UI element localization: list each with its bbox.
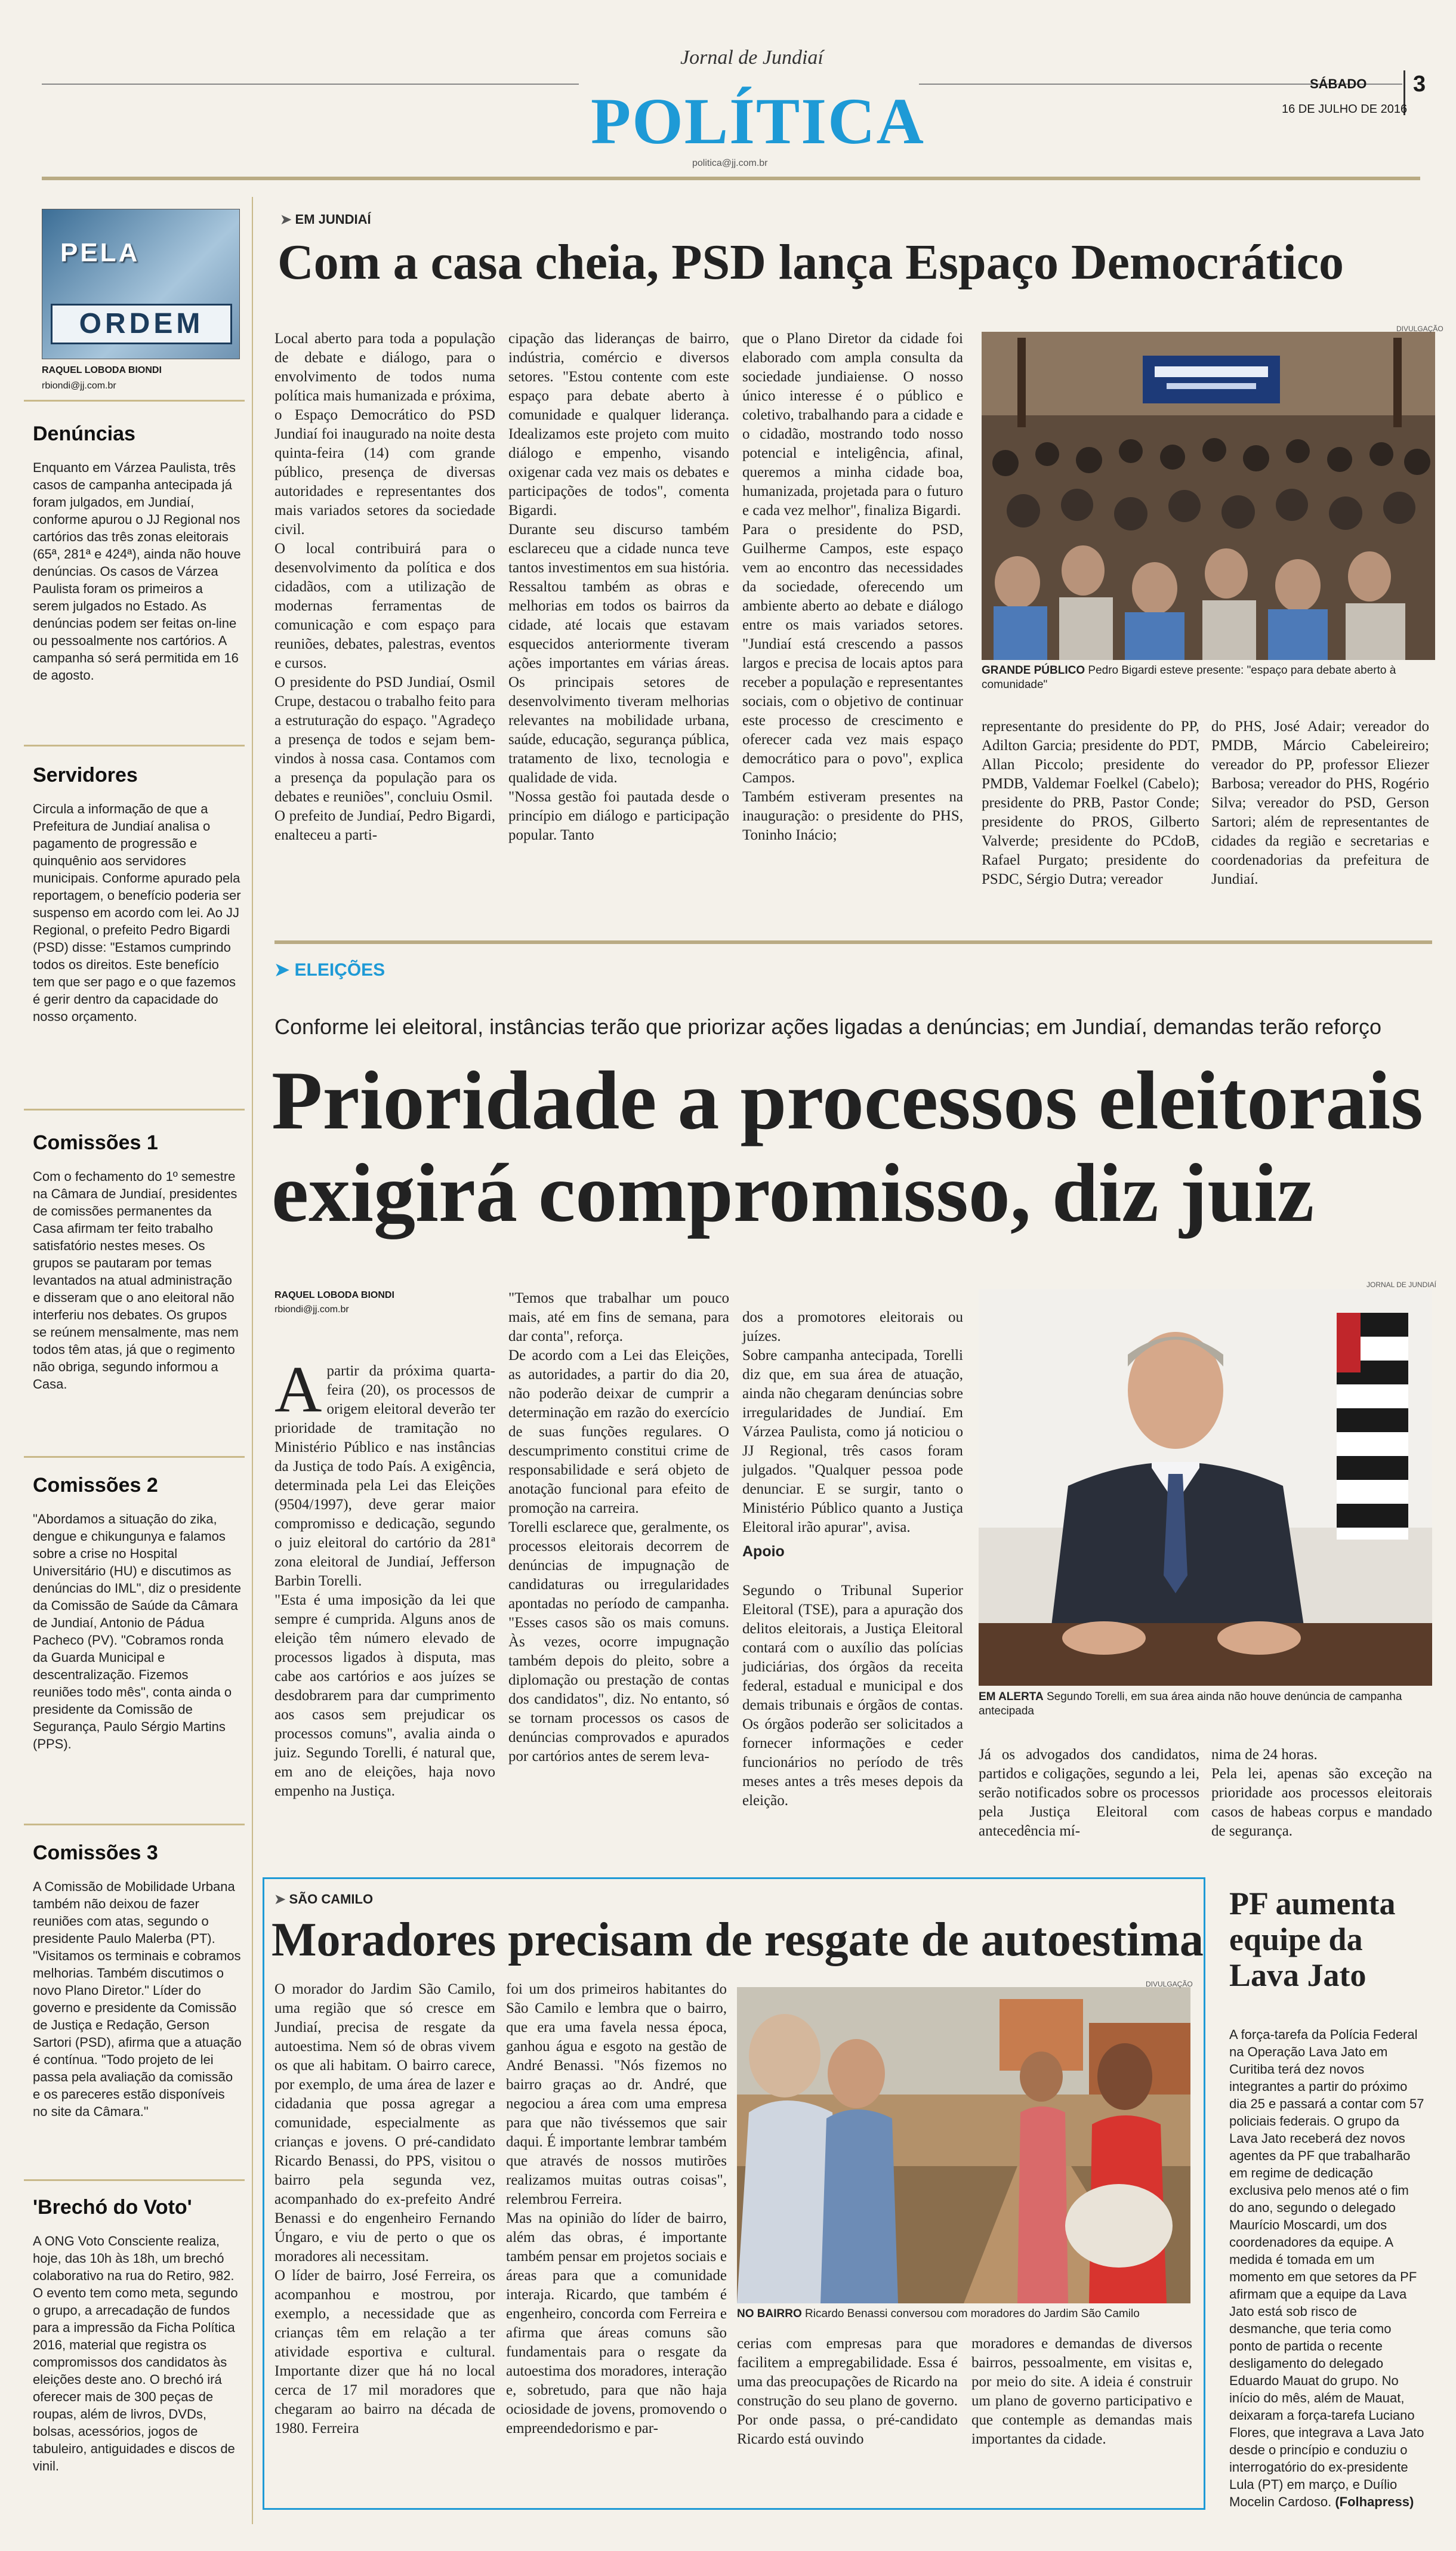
column-item-title: Servidores xyxy=(33,764,138,786)
story2-dropcap: A xyxy=(274,1353,322,1426)
masthead-rule-left xyxy=(42,84,579,85)
story2-caption xyxy=(979,1690,1432,1719)
column-item-text: "Abordamos a situação do zika, dengue e chikungunya e falamos sobre a crise no Hospital Universitário (HU) e discutimos as denúncias do IML", diz o presidente da Comissão de Saúde da Câmara de Jundiaí, Antonio de Pádua Pacheco (PV). "Cobramos ronda da Guarda Municipal e descentralização. Fizemos reuniões todo mês", conta ainda o presidente da Comissão de Segurança, Paulo Sérgio Martins (PPS). xyxy=(33,1512,242,1751)
column-item-text: A Comissão de Mobilidade Urbana também não deixou de fazer reuniões com atas, segundo o presidente Paulo Malerba (PT). "Visitamos os terminais e cobramos melhorias. Também discutimos o novo Plano Diretor." Líder do governo e presidente da Comissão de Justiça e Redação, Gerson Sartori (PSD), afirma que a atuação é contínua. "Todo projeto de lei passa pela avaliação da comissão e os pareceres estão disponíveis no site da Câmara." xyxy=(33,1879,242,2119)
story2-col3b-text: Segundo o Tribunal Superior Eleitoral (TSE), para a apuração dos delitos eleitorais, a Justiça Eleitoral contará com o auxílio das polícias judiciárias, dos órgãos da receita federal, estadual e municipal e dos demais tribunais e órgãos de contas. Os órgãos poderão ser solicitados a fornecer informações e ceder funcionários no período de três meses antes a três meses depois da eleição. xyxy=(742,1583,963,1809)
paper-name: Jornal de Jundiaí xyxy=(680,47,823,69)
column-divider xyxy=(24,745,245,747)
column-item xyxy=(33,1131,242,1393)
story1-headline: Com a casa cheia, PSD lança Espaço Democrático xyxy=(277,235,1344,290)
column-logo-top: PELA xyxy=(60,238,140,267)
story3-col4: moradores e demandas de diversos bairros, pessoalmente, em visitas e, por meio do site. A ideia é construir um plano de governo participativo e que contemple as demandas mais importantes da cidade. xyxy=(971,2336,1192,2447)
story1-caption-label: GRANDE PÚBLICO xyxy=(982,664,1085,677)
story3-photo-credit: DIVULGAÇÃO xyxy=(1146,1980,1193,1988)
column-item-title: Comissões 1 xyxy=(33,1131,158,1154)
page-number: 3 xyxy=(1413,72,1426,97)
story3-kicker: ➤ SÃO CAMILO xyxy=(274,1892,374,1907)
column-item-text: Enquanto em Várzea Paulista, três casos de campanha antecipada já foram julgados, em Jundiaí, conforme apurou o JJ Regional nos cartórios das três zonas eleitorais (65ª, 281ª e 424ª), ainda não houve denúncias. Os casos de Várzea Paulista foram os primeiros a serem julgados no Estado. As denúncias podem ser feitas on-line ou pessoalmente nos cartórios. A campanha só será permitida em 16 de agosto. xyxy=(33,460,241,683)
column-divider xyxy=(24,2179,245,2181)
story2-caption-text: Segundo Torelli, em sua área ainda não houve denúncia de campanha antecipada xyxy=(979,1691,1402,1717)
story1-photo xyxy=(982,332,1435,660)
story2-kicker: ➤ ELEIÇÕES xyxy=(274,960,385,980)
column-item-title: Comissões 3 xyxy=(33,1841,158,1864)
story3-headline: Moradores precisam de resgate de autoestima xyxy=(272,1914,1204,1966)
story2-caption-label: EM ALERTA xyxy=(979,1691,1044,1703)
judge-illustration xyxy=(979,1289,1432,1686)
story3-photo xyxy=(737,1987,1190,2303)
column-item xyxy=(33,422,242,684)
story2-apoio-title: Apoio xyxy=(742,1543,785,1560)
column-item-title: Comissões 2 xyxy=(33,1474,158,1497)
column-item xyxy=(33,1841,242,2120)
column-top-rule xyxy=(24,400,245,402)
flag-stripes xyxy=(1337,1313,1408,1540)
story3-caption xyxy=(737,2307,1190,2321)
story2-col3 xyxy=(742,1289,963,1810)
story4-headline: PF aumenta equipe da Lava Jato xyxy=(1229,1886,1396,1993)
column-author: RAQUEL LOBODA BIONDI xyxy=(42,365,162,375)
column-item-title: Denúncias xyxy=(33,422,135,445)
column-item-text: A ONG Voto Consciente realiza, hoje, das 10h às 18h, um brechó colaborativo na rua do Retiro, 982. O evento tem como meta, segundo o grupo, a arrecadação de fundos para a impressão da Ficha Política 2016, material que registra os compromissos dos candidatos às eleições deste ano. O brechó irá oferecer mais de 300 peças de roupas, além de livros, DVDs, bolsas, acessórios, jogos de tabuleiro, antiguidades e discos de vinil. xyxy=(33,2234,238,2473)
column-email: rbiondi@jj.com.br xyxy=(42,381,116,391)
column-item xyxy=(33,764,242,1025)
story2-headline-2: exigirá compromisso, diz juiz xyxy=(272,1147,1315,1239)
story1-photo-credit: DIVULGAÇÃO xyxy=(1396,325,1443,333)
story2-author: RAQUEL LOBODA BIONDI xyxy=(274,1290,394,1300)
column-divider xyxy=(24,1456,245,1458)
section-title: POLÍTICA xyxy=(591,85,925,158)
story2-photo-credit: JORNAL DE JUNDIAÍ xyxy=(1366,1281,1436,1289)
story1-col2: cipação das lideranças de bairro, indústria, comércio e diversos setores. "Estou contente com este espaço para debate aberto à comunidade e qualquer liderança. Idealizamos este projeto com muito diálogo e empenho, visando oxigenar cada vez mais os debates e participações de todos", comenta Bigardi. Durante seu discurso também esclareceu que a cidade nunca teve tantos investimentos em sua história. Ressaltou também as obras e melhorias em todos os bairros da cidade, até locais que estavam esquecidos anteriormente tiveram ações importantes em várias áreas. Os principais setores de desenvolvimento tiveram melhorias relevantes na mobilidade urbana, saúde, educação, segurança pública, tratamento de lixo, tecnologia e qualidade de vida. "Nossa gestão foi pautada desde o princípio em diálogo e participação popular. Tanto xyxy=(508,331,729,843)
story1-col3: que o Plano Diretor da cidade foi elaborado com ampla consulta da sociedade jundiaiense. O nosso único interesse é o público e coletivo, trabalhando para a cidade e o cidadão, mostrando todo nosso potencial e inteligência, afinal, queremos a minha cidade boa, humanizada, projetada para o futuro e cada vez melhor", finaliza Bigardi. Para o presidente do PSD, Guilherme Campos, este espaço vem ao encontro das necessidades da sociedade, oferecendo um ambiente aberto ao debate e diálogo entre os mais variados setores. "Jundiaí está crescendo a passos largos e precisa de locais aptos para receber a população e representantes sociais, com o objetivo de continuar este processo de crescimento e oferecer cada vez mais espaço democrático para o povo", explica Campos. Também estiveram presentes na inauguração: o presidente do PHS, Toninho Inácio; xyxy=(742,331,963,843)
story3-col1: O morador do Jardim São Camilo, uma região que só cresce em Jundiaí, precisa de resgate da autoestima. Nem só de obras vivem os que ali habitam. O bairro carece, por exemplo, de uma área de lazer e cidadania que possa agregar a comunidade, especialmente as crianças e jovens. O pré-candidato Ricardo Benassi, do PPS, visitou o bairro pela segunda vez, acompanhado do ex-prefeito André Benassi e do engenheiro Fernando Úngaro, e viu de perto o que os moradores ali necessitam. O líder de bairro, José Ferreira, os acompanhou e mostrou, por exemplo, a necessidade que as crianças têm em relação a ter atividade esportiva e cultural. Importante dizer que há no local cerca de 17 mil moradores que chegaram ao bairro na década de 1980. Ferreira xyxy=(274,1981,495,2436)
story3-caption-text: Ricardo Benassi conversou com moradores do Jardim São Camilo xyxy=(805,2308,1140,2320)
story1-col1: Local aberto para toda a população de debate e diálogo, para o envolvimento de todos numa política mais humanizada e próxima, o Espaço Democrático do PSD Jundiaí foi inaugurado na noite desta quinta-feira (14) com grande público, presença de diversas autoridades e representantes dos mais variados setores da sociedade civil. O local contribuirá para o desenvolvimento da política e dos cidadãos, com a utilização de modernas ferramentas de comunicação e com espaço para reuniões, debates, palestras, eventos e cursos. O presidente do PSD Jundiaí, Osmil Crupe, destacou o trabalho feito para a estruturação do espaço. "Agradeço a presença de todos e sejam bem-vindos à nossa casa. Contamos com a presença da população para os debates e reuniões", concluiu Osmil. O prefeito de Jundiaí, Pedro Bigardi, enalteceu a parti- xyxy=(274,331,495,843)
story3-caption-label: NO BAIRRO xyxy=(737,2308,802,2320)
section-url: politica@jj.com.br xyxy=(692,158,768,168)
story2-email: rbiondi@jj.com.br xyxy=(274,1304,349,1315)
story1-caption-text: Pedro Bigardi esteve presente: "espaço para debate aberto à comunidade" xyxy=(982,664,1396,691)
column-divider xyxy=(24,1824,245,1825)
column-item-title: 'Brechó do Voto' xyxy=(33,2196,192,2219)
story4-source: (Folhapress) xyxy=(1335,2494,1414,2509)
neighborhood-illustration xyxy=(737,1987,1190,2303)
column-item xyxy=(33,1474,242,1753)
column-item-text: Com o fechamento do 1º semestre na Câmara de Jundiaí, presidentes de comissões permanentes da Casa afirmam ter feito trabalho satisfatório nestes meses. Os grupos se pautaram por temas levantados na atual administração e disseram que o ano eleitoral não interferiu nos debates. Os grupos se reúnem mensalmente, mas nem todos têm atas, já que o regimento não obriga, segundo informou a Casa. xyxy=(33,1169,239,1392)
story2-col1-text: partir da próxima quarta-feira (20), os processos de origem eleitoral deverão ter prioridade de tramitação no Ministério Público e nas instâncias da Justiça de todo País. A exigência, determinada pela Lei das Eleições (9504/1997), deve gerar maior compromisso e dedicação, segundo o juiz eleitoral do cartório da 281ª zona eleitoral de Jundiaí, Jefferson Barbin Torelli. "Esta é uma imposição da lei que sempre é cumprida. Alguns anos de eleição têm número elevado de processos ligados à disputa, mas cabe aos cartórios e aos juízes se desdobrarem para dar cumprimento aos casos sem prejudicar os processos comuns", avalia ainda o juiz. Segundo Torelli, é natural que, em ano de eleições, haja novo empenho na Justiça. xyxy=(274,1363,495,1799)
story2-col4: Já os advogados dos candidatos, partidos e coligações, segundo a lei, serão notificados sobre os processos pela Justiça Eleitoral com antecedência mí- xyxy=(979,1747,1199,1839)
story3-col3: cerias com empresas para que facilitem a empregabilidade. Essa é uma das preocupações de Ricardo na construção do seu plano de governo. Por onde passa, o pré-candidato Ricardo está ouvindo xyxy=(737,2336,958,2447)
story2-photo xyxy=(979,1289,1432,1686)
story2-col1 xyxy=(274,1343,495,1801)
masthead-day: SÁBADO xyxy=(1310,76,1367,91)
story3-col2: foi um dos primeiros habitantes do São Camilo e lembra que o bairro, que era uma favela nessa época, ganhou água e esgoto na gestão de André Benassi. "Nós fizemos no bairro graças ao dr. André, que negociou a área com uma empresa para que não tivéssemos que sair daqui. É importante lembrar também que através de nossos mutirões realizamos muitas outras coisas", relembrou Ferreira. Mas na opinião do líder de bairro, além das obras, é importante também pensar em projetos sociais e áreas para que a comunidade interaja. Ricardo, que também é engenheiro, concorda com Ferreira e afirma que áreas comuns são fundamentais para o resgate da autoestima dos moradores, interação e, sobretudo, para que não haja ociosidade de jovens, promovendo o empreendedorismo e par- xyxy=(506,1981,727,2436)
story4-text xyxy=(1229,2026,1426,2510)
column-vertical-rule xyxy=(252,197,253,2524)
story1-col5: do PHS, José Adair; vereador do PMDB, Márcio Cabeleireiro; vereador do PP, professor Eliezer Barbosa; vereador do PHS, Rogério Silva; vereador do PSD, Gerson Sartori; além de representantes de cidades da região e secretarias e coordenadorias da prefeitura de Jundiaí. xyxy=(1211,718,1429,887)
column-item xyxy=(33,2196,242,2475)
masthead-bottom-rule xyxy=(42,177,1420,180)
story2-headline-1: Prioridade a processos eleitorais xyxy=(272,1054,1423,1147)
story1-col4: representante do presidente do PP, Adilton Garcia; presidente do PDT, Allan Piccolo; presidente do PMDB, Valdemar Foelkel (Cabelo); presidente do PRB, Pastor Conde; presidente do PROS, Gilberto Valverde; presidente do PCdoB, Rafael Purgato; presidente do PSDC, Sérgio Dutra; vereador xyxy=(982,718,1199,887)
story2-col5: nima de 24 horas. Pela lei, apenas são exceção na prioridade aos processos eleitorais casos de habeas corpus e mandado de segurança. xyxy=(1211,1747,1432,1839)
story1-kicker: ➤ EM JUNDIAÍ xyxy=(280,212,371,227)
column-item-text: Circula a informação de que a Prefeitura de Jundiaí analisa o pagamento de progressão e quinquênio aos servidores municipais. Conforme apurado pela reportagem, o benefício poderia ser suspenso em acordo com lei. Ao JJ Regional, o prefeito Pedro Bigardi (PSD) disse: "Estamos cumprindo todos os direitos. Este benefício tem que ser pago e o que fazemos é gerir dentro da capacidade do nosso orçamento. xyxy=(33,801,241,1024)
story4-text-body: A força-tarefa da Polícia Federal na Operação Lava Jato em Curitiba terá dez novos integrantes a partir do próximo dia 25 e passará a contar com 57 policiais federais. O grupo da Lava Jato receberá dez novos agentes da PF que trabalharão em regime de dedicação exclusiva pelo menos até o fim do ano, segundo o delegado Maurício Moscardi, um dos coordenadores da equipe. A medida é tomada em um momento em que setores da PF afirmam que a equipe da Lava Jato está sob risco de desmanche, que teria como ponto de partida o recente desligamento do delegado Eduardo Mauat do grupo. No início do mês, além de Mauat, deixaram a força-tarefa Luciano Flores, que integrava a Lava Jato desde o princípio e conduziu o interrogatório do ex-presidente Lula (PT) em março, e Duílio Mocelin Cardoso. xyxy=(1229,2027,1424,2509)
column-logo-bottom: ORDEM xyxy=(51,304,232,344)
story1-bottom-rule xyxy=(274,940,1432,944)
column-logo xyxy=(42,209,240,359)
crowd-illustration xyxy=(982,332,1435,660)
story2-col2: "Temos que trabalhar um pouco mais, até em fins de semana, para dar conta", reforça. De acordo com a Lei das Eleições, as autoridades, a partir do dia 20, não poderão deixar de cumprir a determinação em razão do exercício de suas funções regulares. O descumprimento constitui crime de responsabilidade e será objeto de anotação funcional para efeito de promoção na carreira. Torelli esclarece que, geralmente, os processos eleitorais decorrem de denúncias de impugnação de candidaturas ou irregularidades apontadas no período de campanha. "Esses casos são os mais comuns. Às vezes, ocorre impugnação também depois do pleito, sobre a diplomação ou prestação de contas dos candidatos", diz. No entanto, só se tornam processos os casos de denúncias comprovados e apurados por cartórios antes de serem leva- xyxy=(508,1290,729,1765)
story2-subhead: Conforme lei eleitoral, instâncias terão que priorizar ações ligadas a denúncias; em Jundiaí, demandas terão reforço xyxy=(274,1014,1382,1039)
story2-col3-text: dos a promotores eleitorais ou juízes. Sobre campanha antecipada, Torelli diz que, em sua área de atuação, ainda não chegaram denúncias sobre irregularidades de Jundiaí. Em Várzea Paulista, como já noticiou o JJ Regional, três casos foram julgados. "Qualquer pessoa pode denunciar. E se surgir, tanto o Ministério Público quanto a Justiça Eleitoral irão apurar", avisa. xyxy=(742,1309,963,1535)
masthead-date: 16 DE JULHO DE 2016 xyxy=(1282,103,1408,116)
story1-caption xyxy=(982,664,1435,692)
column-divider xyxy=(24,1109,245,1111)
